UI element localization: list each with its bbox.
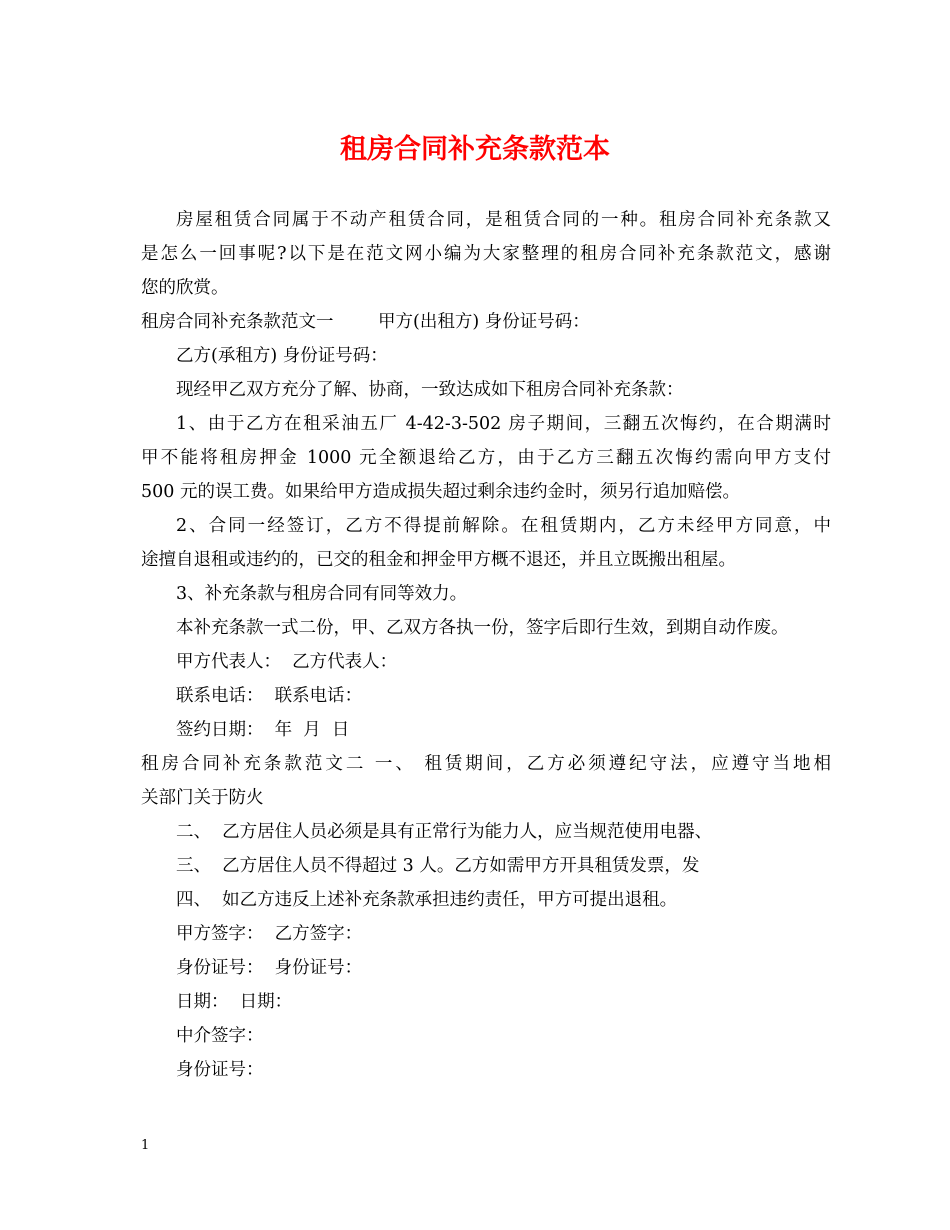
phone-line: 联系电话： 联系电话： xyxy=(176,686,363,706)
signature-line: 甲方签字： 乙方签字： xyxy=(176,924,363,944)
text-line: 本补充条款一式二份，甲、乙双方各执一份，签字后即行生效，到期自动作废。 xyxy=(176,618,789,638)
signature-line: 甲方代表人： 乙方代表人： xyxy=(176,652,398,672)
text-line: 关部门关于防火 xyxy=(141,788,264,808)
clause-line: 二、 乙方居住人员必须是具有正常行为能力人，应当规范使用电器、 xyxy=(176,822,713,842)
clause-1: 1、由于乙方在租采油五厂 4-42-3-502 房子期间，三翻五次悔约，在合期满时 xyxy=(176,414,831,434)
text-line: 是怎么一回事呢?以下是在范文网小编为大家整理的租房合同补充条款范文，感谢 xyxy=(141,244,831,264)
date-line: 签约日期： 年 月 日 xyxy=(176,720,350,740)
text-line: 现经甲乙双方充分了解、协商，一致达成如下租房合同补充条款： xyxy=(176,380,684,400)
id-line: 身份证号： xyxy=(176,1060,264,1080)
page-number: 1 xyxy=(141,1138,150,1153)
text-line: 途擅自退租或违约的，已交的租金和押金甲方概不退还，并且立既搬出租屋。 xyxy=(141,550,736,570)
clause-2: 2、合同一经签订，乙方不得提前解除。在租赁期内，乙方未经甲方同意，中 xyxy=(176,516,831,536)
text-line: 500 元的误工费。如果给甲方造成损失超过剩余违约金时，须另行追加赔偿。 xyxy=(141,482,740,502)
date-line: 日期： 日期： xyxy=(176,992,293,1012)
text-line: 您的欣赏。 xyxy=(141,278,229,298)
id-line: 身份证号： 身份证号： xyxy=(176,958,363,978)
agent-signature-line: 中介签字： xyxy=(176,1026,264,1046)
document-title: 租房合同补充条款范本 xyxy=(340,134,610,165)
section-heading-2: 租房合同补充条款范文二 一、 租赁期间，乙方必须遵纪守法，应遵守当地相 xyxy=(141,754,831,774)
text-line: 乙方(承租方) 身份证号码： xyxy=(176,346,388,366)
text-line: 房屋租赁合同属于不动产租赁合同，是租赁合同的一种。租房合同补充条款又 xyxy=(176,210,831,230)
document-body xyxy=(141,203,831,1087)
section-heading-1: 租房合同补充条款范文一 甲方(出租方) 身份证号码： xyxy=(141,312,590,332)
clause-3: 3、补充条款与租房合同有同等效力。 xyxy=(176,584,468,604)
clause-line: 四、 如乙方违反上述补充条款承担违约责任，甲方可提出退租。 xyxy=(176,890,678,910)
clause-line: 三、 乙方居住人员不得超过 3 人。乙方如需甲方开具租赁发票，发 xyxy=(176,856,700,876)
text-line: 甲不能将租房押金 1000 元全额退给乙方，由于乙方三翻五次悔约需向甲方支付 xyxy=(141,448,831,468)
